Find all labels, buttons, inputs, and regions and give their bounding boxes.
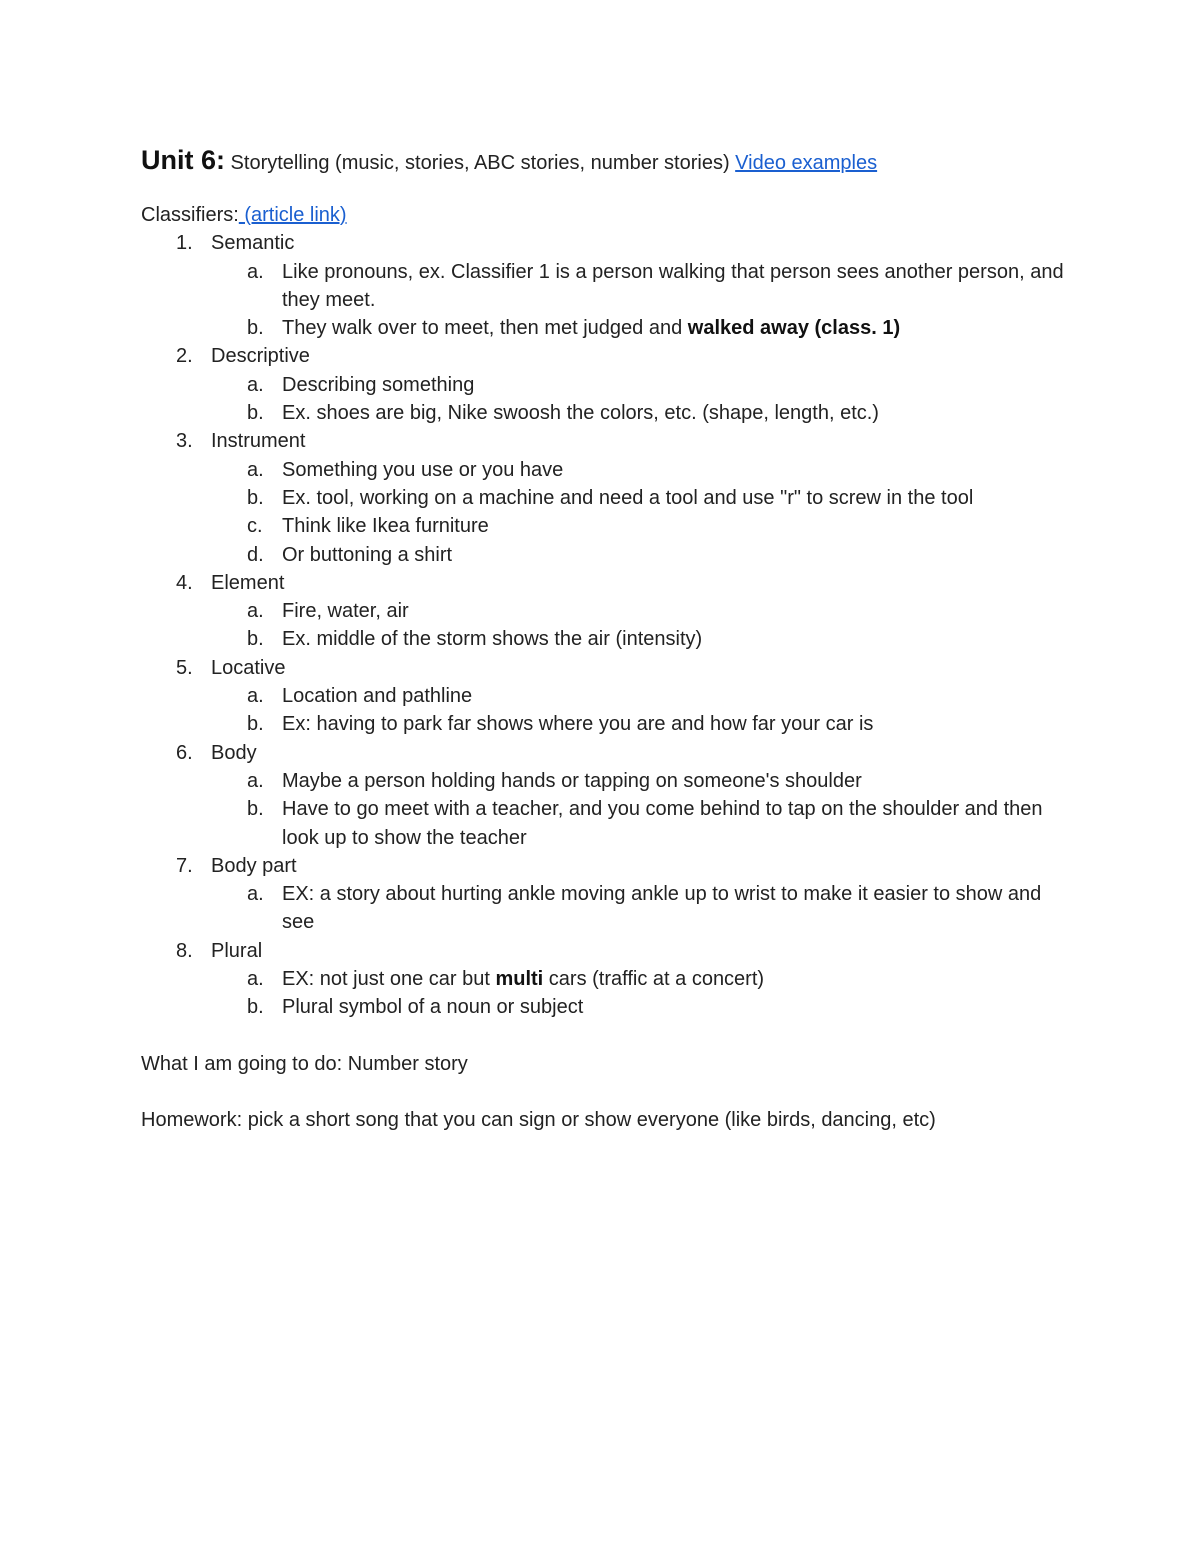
classifier-label: Semantic: [211, 232, 295, 255]
list-letter: b.: [247, 486, 264, 509]
sub-list: [211, 965, 1071, 1022]
bold-text: walked away (class. 1): [687, 317, 901, 340]
sub-item: [211, 682, 1071, 710]
plan-text: What I am going to do: Number story: [141, 1052, 468, 1075]
list-number: 5.: [176, 656, 193, 679]
sub-item-text: They walk over to meet, then met judged and: [282, 317, 688, 340]
sub-item: [211, 880, 1071, 937]
sub-item-text: Plural symbol of a noun or subject: [282, 996, 584, 1019]
unit-title: Unit 6:: [141, 145, 225, 175]
classifier-label: Body part: [211, 854, 297, 877]
homework-text: Homework: pick a short song that you can sign or show everyone (like birds, dancing, etc): [141, 1108, 936, 1131]
list-number: 3.: [176, 430, 193, 453]
list-letter: b.: [247, 713, 264, 736]
sub-item: [211, 767, 1071, 795]
classifier-item: [141, 569, 1071, 654]
unit-heading: [141, 138, 1071, 185]
sub-item-text: Ex. middle of the storm shows the air (intensity): [282, 628, 703, 651]
sub-item-text: Ex. tool, working on a machine and need a tool and use "r" to screw in the tool: [282, 486, 974, 509]
list-letter: b.: [247, 402, 264, 425]
classifier-item: [141, 937, 1071, 1022]
sub-item-text: Ex: having to park far shows where you are and how far your car is: [282, 713, 874, 736]
classifier-item: [141, 739, 1071, 852]
sub-list: [211, 597, 1071, 654]
list-number: 2.: [176, 345, 193, 368]
sub-item: [211, 993, 1071, 1021]
list-letter: a.: [247, 600, 264, 623]
classifiers-label: Classifiers:: [141, 204, 239, 226]
classifier-item: [141, 852, 1071, 937]
sub-item-text: Fire, water, air: [282, 600, 409, 623]
sub-list: [211, 258, 1071, 343]
list-letter: a.: [247, 769, 264, 792]
sub-item-text: Have to go meet with a teacher, and you come behind to tap on the shoulder and then look up to show the teacher: [282, 798, 1043, 849]
sub-item: [211, 965, 1071, 993]
sub-item-text: Location and pathline: [282, 685, 473, 708]
list-number: 4.: [176, 571, 193, 594]
bold-text: multi: [495, 968, 544, 991]
sub-list: [211, 880, 1071, 937]
sub-item: [211, 625, 1071, 653]
list-number: 8.: [176, 939, 193, 962]
sub-item-text: Describing something: [282, 373, 475, 396]
sub-item: [211, 371, 1071, 399]
list-letter: b.: [247, 317, 264, 340]
sub-item: [211, 456, 1071, 484]
list-letter: a.: [247, 458, 264, 481]
sub-item-text-after: cars (traffic at a concert): [543, 968, 765, 991]
sub-item-text: EX: not just one car but: [282, 968, 496, 991]
sub-list: [211, 682, 1071, 739]
article-link[interactable]: (article link): [238, 204, 347, 226]
list-letter: a.: [247, 373, 264, 396]
list-letter: a.: [247, 968, 264, 991]
sub-list: [211, 371, 1071, 428]
classifier-label: Body: [211, 741, 257, 764]
classifier-list: [141, 229, 1071, 1021]
classifier-label: Plural: [211, 939, 263, 962]
document-page: [141, 138, 1071, 1134]
sub-list: [211, 456, 1071, 569]
classifiers-heading: [141, 201, 1071, 229]
list-letter: a.: [247, 260, 264, 283]
list-letter: a.: [247, 883, 264, 906]
list-letter: d.: [247, 543, 264, 566]
sub-item: [211, 314, 1071, 342]
classifier-label: Descriptive: [211, 345, 310, 368]
sub-item-text: Maybe a person holding hands or tapping on someone's shoulder: [282, 769, 862, 792]
list-letter: b.: [247, 798, 264, 821]
sub-item-text: EX: a story about hurting ankle moving ankle up to wrist to make it easier to show and see: [282, 883, 1042, 934]
classifier-item: [141, 229, 1071, 342]
unit-description: Storytelling (music, stories, ABC stories, number stories): [225, 152, 736, 174]
sub-item: [211, 258, 1071, 315]
sub-item: [211, 399, 1071, 427]
sub-item-text: Or buttoning a shirt: [282, 543, 453, 566]
sub-item-text: Something you use or you have: [282, 458, 564, 481]
sub-item: [211, 795, 1071, 852]
list-letter: b.: [247, 628, 264, 651]
sub-item: [211, 512, 1071, 540]
classifier-item: [141, 427, 1071, 568]
sub-item: [211, 597, 1071, 625]
classifier-item: [141, 654, 1071, 739]
classifier-label: Locative: [211, 656, 286, 679]
classifier-item: [141, 342, 1071, 427]
sub-item: [211, 484, 1071, 512]
sub-item-text: Ex. shoes are big, Nike swoosh the colors, etc. (shape, length, etc.): [282, 402, 879, 425]
sub-item: [211, 541, 1071, 569]
sub-item-text: Think like Ikea furniture: [282, 515, 489, 538]
sub-list: [211, 767, 1071, 852]
list-number: 7.: [176, 854, 193, 877]
list-number: 1.: [176, 232, 193, 255]
sub-item: [211, 710, 1071, 738]
sub-item-text: Like pronouns, ex. Classifier 1 is a person walking that person sees another person, and they meet.: [282, 260, 1064, 311]
list-letter: c.: [247, 515, 263, 538]
list-letter: b.: [247, 996, 264, 1019]
list-number: 6.: [176, 741, 193, 764]
video-examples-link[interactable]: Video examples: [735, 152, 878, 174]
classifier-label: Element: [211, 571, 285, 594]
list-letter: a.: [247, 685, 264, 708]
classifier-label: Instrument: [211, 430, 306, 453]
